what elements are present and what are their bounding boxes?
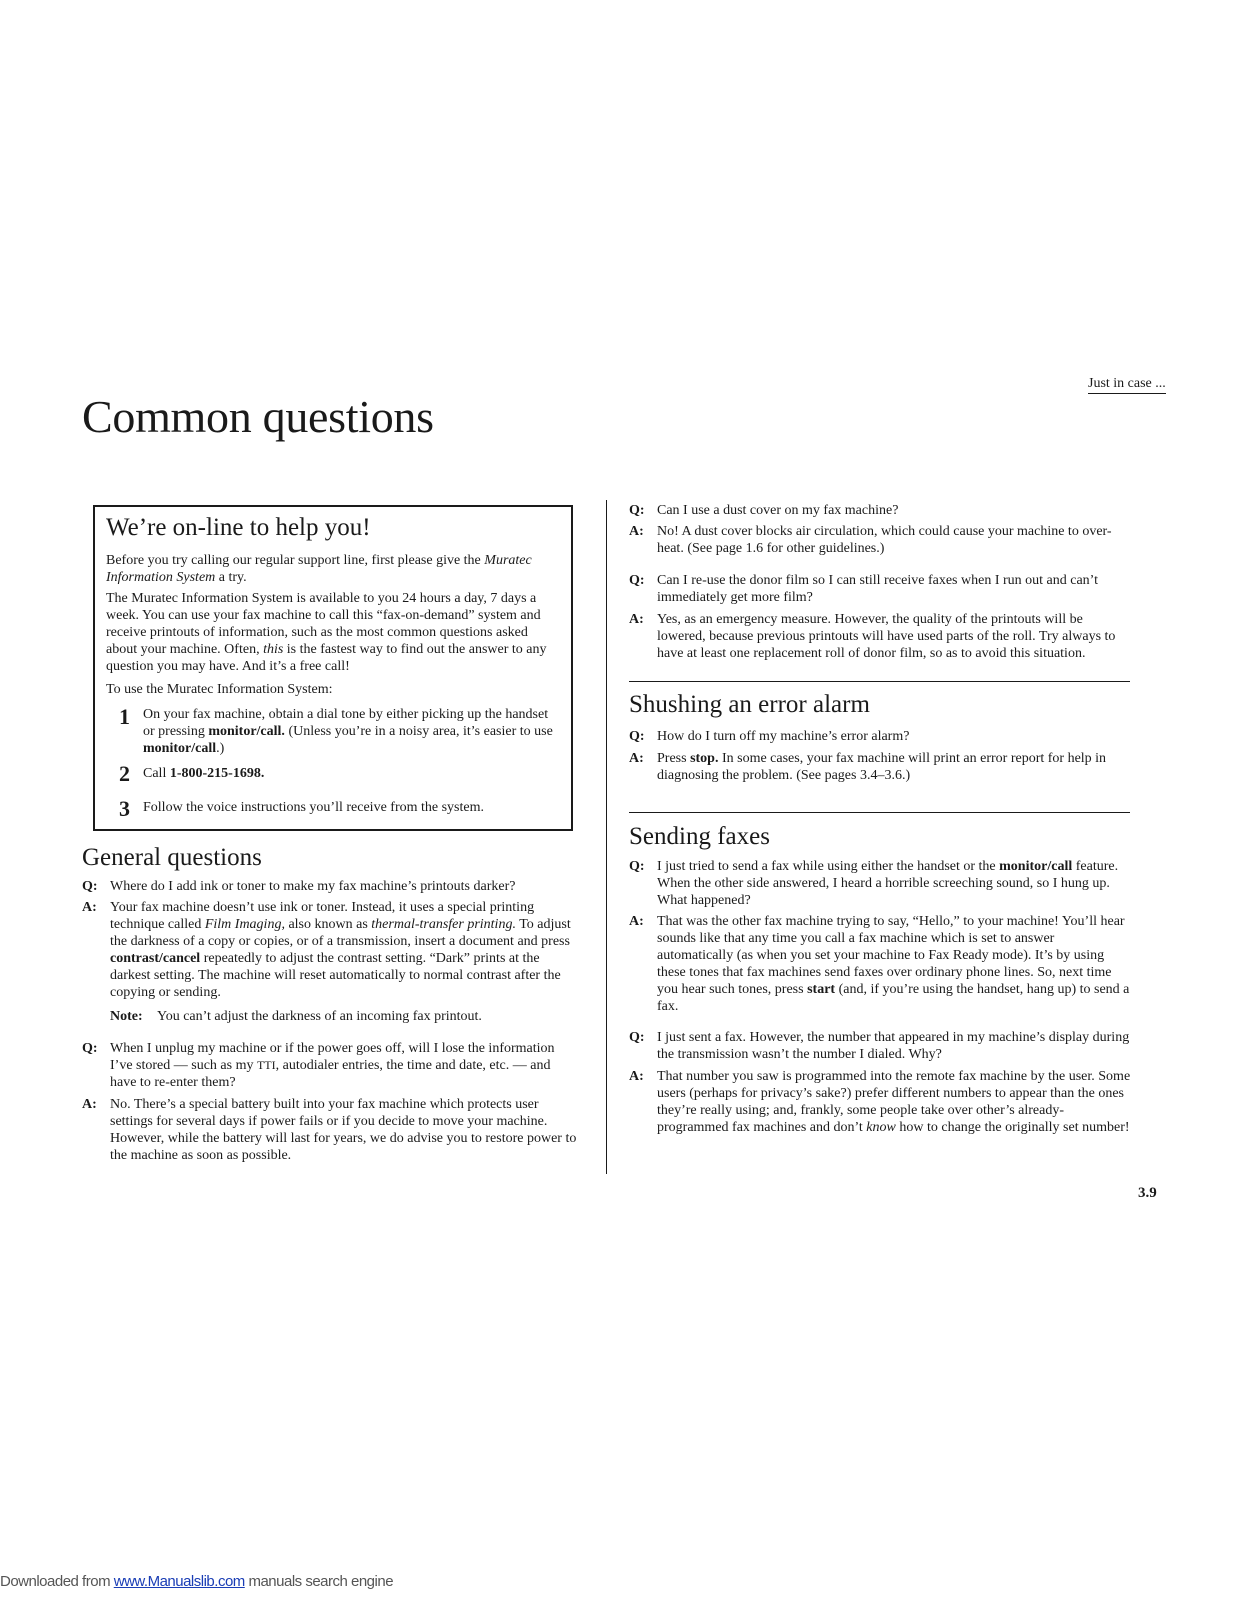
- section-title-sending: Sending faxes: [629, 823, 770, 850]
- answer-text: Yes, as an emergency measure. However, the quality of the printouts will be lowered, because previous printouts will have used parts of the roll. Try always to have at least one replacement roll of donor film, so as to avoid this situation.: [657, 612, 1116, 661]
- download-footer: Downloaded from www.Manualslib.com manuals search engine: [0, 1573, 394, 1590]
- answer-text: That was the other fax machine trying to say, “Hello,” to your machine! You’ll hear sounds like that any time you call a fax machine which is set to answer automatically (as when you set your machine to Fax Ready mode). It’s by using these tones that fax machines send faxes over ordinary phone lines. So, next time you hear such tones, press start (and, if you’re using the handset, hang up) to send a fax.: [657, 914, 1130, 1014]
- question-label: Q:: [629, 729, 645, 744]
- step-text: Follow the voice instructions you’ll receive from the system.: [143, 800, 484, 815]
- help-paragraph-intro: Before you try calling our regular support line, first please give the Muratec Information System a try.: [106, 553, 532, 585]
- manualslib-link[interactable]: www.Manualslib.com: [113, 1573, 245, 1590]
- answer-text: No. There’s a special battery built into your fax machine which protects user settings for several days if power fails or if you decide to move your machine. However, while the battery will last for years, we do advise you to restore power to the machine as soon as possible.: [110, 1097, 577, 1163]
- question-text: Can I use a dust cover on my fax machine?: [657, 503, 899, 518]
- help-paragraph-howto: To use the Muratec Information System:: [106, 682, 333, 697]
- answer-label: A:: [629, 612, 644, 627]
- question-label: Q:: [629, 503, 645, 518]
- section-title-general: General questions: [82, 844, 262, 871]
- answer-label: A:: [82, 1097, 97, 1112]
- step-text: On your fax machine, obtain a dial tone by either picking up the handset or pressing monitor/call. (Unless you’re in a noisy area, it’s easier to use monitor/call.): [143, 707, 553, 756]
- question-text: Can I re-use the donor film so I can still receive faxes when I run out and can’t immediately get more film?: [657, 573, 1098, 605]
- section-divider: [629, 681, 1130, 682]
- running-header: Just in case ...: [1088, 376, 1166, 394]
- question-label: Q:: [629, 1030, 645, 1045]
- answer-label: A:: [629, 1069, 644, 1084]
- answer-text: That number you saw is programmed into the remote fax machine by the user. Some users (perhaps for privacy’s sake?) prefer different numbers to appear than the ones they’re really using; and, frankly, some people take over other’s already-programmed fax machines and don’t know how to change the originally set number!: [657, 1069, 1131, 1135]
- note-text: You can’t adjust the darkness of an incoming fax printout.: [157, 1009, 482, 1024]
- step-number: 3: [119, 796, 130, 821]
- answer-text: Press stop. In some cases, your fax machine will print an error report for help in diagnosing the problem. (See pages 3.4–3.6.): [657, 751, 1107, 783]
- section-divider: [629, 812, 1130, 813]
- question-text: I just tried to send a fax while using either the handset or the monitor/call feature. When the other side answered, I heard a horrible screeching sound, so I hung up. What happened?: [657, 859, 1119, 908]
- help-paragraph-availability: The Muratec Information System is available to you 24 hours a day, 7 days a week. You can use your fax machine to call this “fax-on-demand” system and receive printouts of information, such as the most common questions asked about your machine. Often, this is the fastest way to find out the answer to any question you may have. And it’s a free call!: [106, 591, 547, 674]
- answer-label: A:: [629, 524, 644, 539]
- page-number: 3.9: [1138, 1185, 1157, 1201]
- question-text: How do I turn off my machine’s error alarm?: [657, 729, 910, 744]
- step-text: Call 1-800-215-1698.: [143, 766, 265, 781]
- question-text: I just sent a fax. However, the number that appeared in my machine’s display during the transmission wasn’t the number I dialed. Why?: [657, 1030, 1130, 1062]
- step-number: 1: [119, 704, 130, 729]
- step-number: 2: [119, 761, 130, 786]
- answer-label: A:: [629, 751, 644, 766]
- answer-text: Your fax machine doesn’t use ink or toner. Instead, it uses a special printing technique called Film Imaging, also known as thermal-transfer printing. To adjust the darkness of a copy or copies, or of a transmission, insert a document and press contrast/cancel repeatedly to adjust the contrast setting. “Dark” prints at the darkest setting. The machine will reset automatically to normal contrast after the copying or sending.: [110, 900, 571, 1000]
- answer-text: No! A dust cover blocks air circulation, which could cause your machine to over-heat. (See page 1.6 for other guidelines.): [657, 524, 1112, 556]
- question-text: Where do I add ink or toner to make my fax machine’s printouts darker?: [110, 879, 516, 894]
- section-title-alarm: Shushing an error alarm: [629, 691, 870, 718]
- question-label: Q:: [82, 1041, 98, 1056]
- answer-label: A:: [629, 914, 644, 929]
- question-label: Q:: [82, 879, 98, 894]
- question-label: Q:: [629, 573, 645, 588]
- page-title: Common questions: [82, 391, 434, 442]
- note-label: Note:: [110, 1009, 143, 1024]
- question-text: When I unplug my machine or if the power goes off, will I lose the information I’ve stored — such as my TTI, autodialer entries, the time and date, etc. — and have to re-enter them?: [110, 1041, 555, 1090]
- answer-label: A:: [82, 900, 97, 915]
- help-box-title: We’re on-line to help you!: [106, 514, 371, 541]
- question-label: Q:: [629, 859, 645, 874]
- column-divider: [606, 500, 607, 1174]
